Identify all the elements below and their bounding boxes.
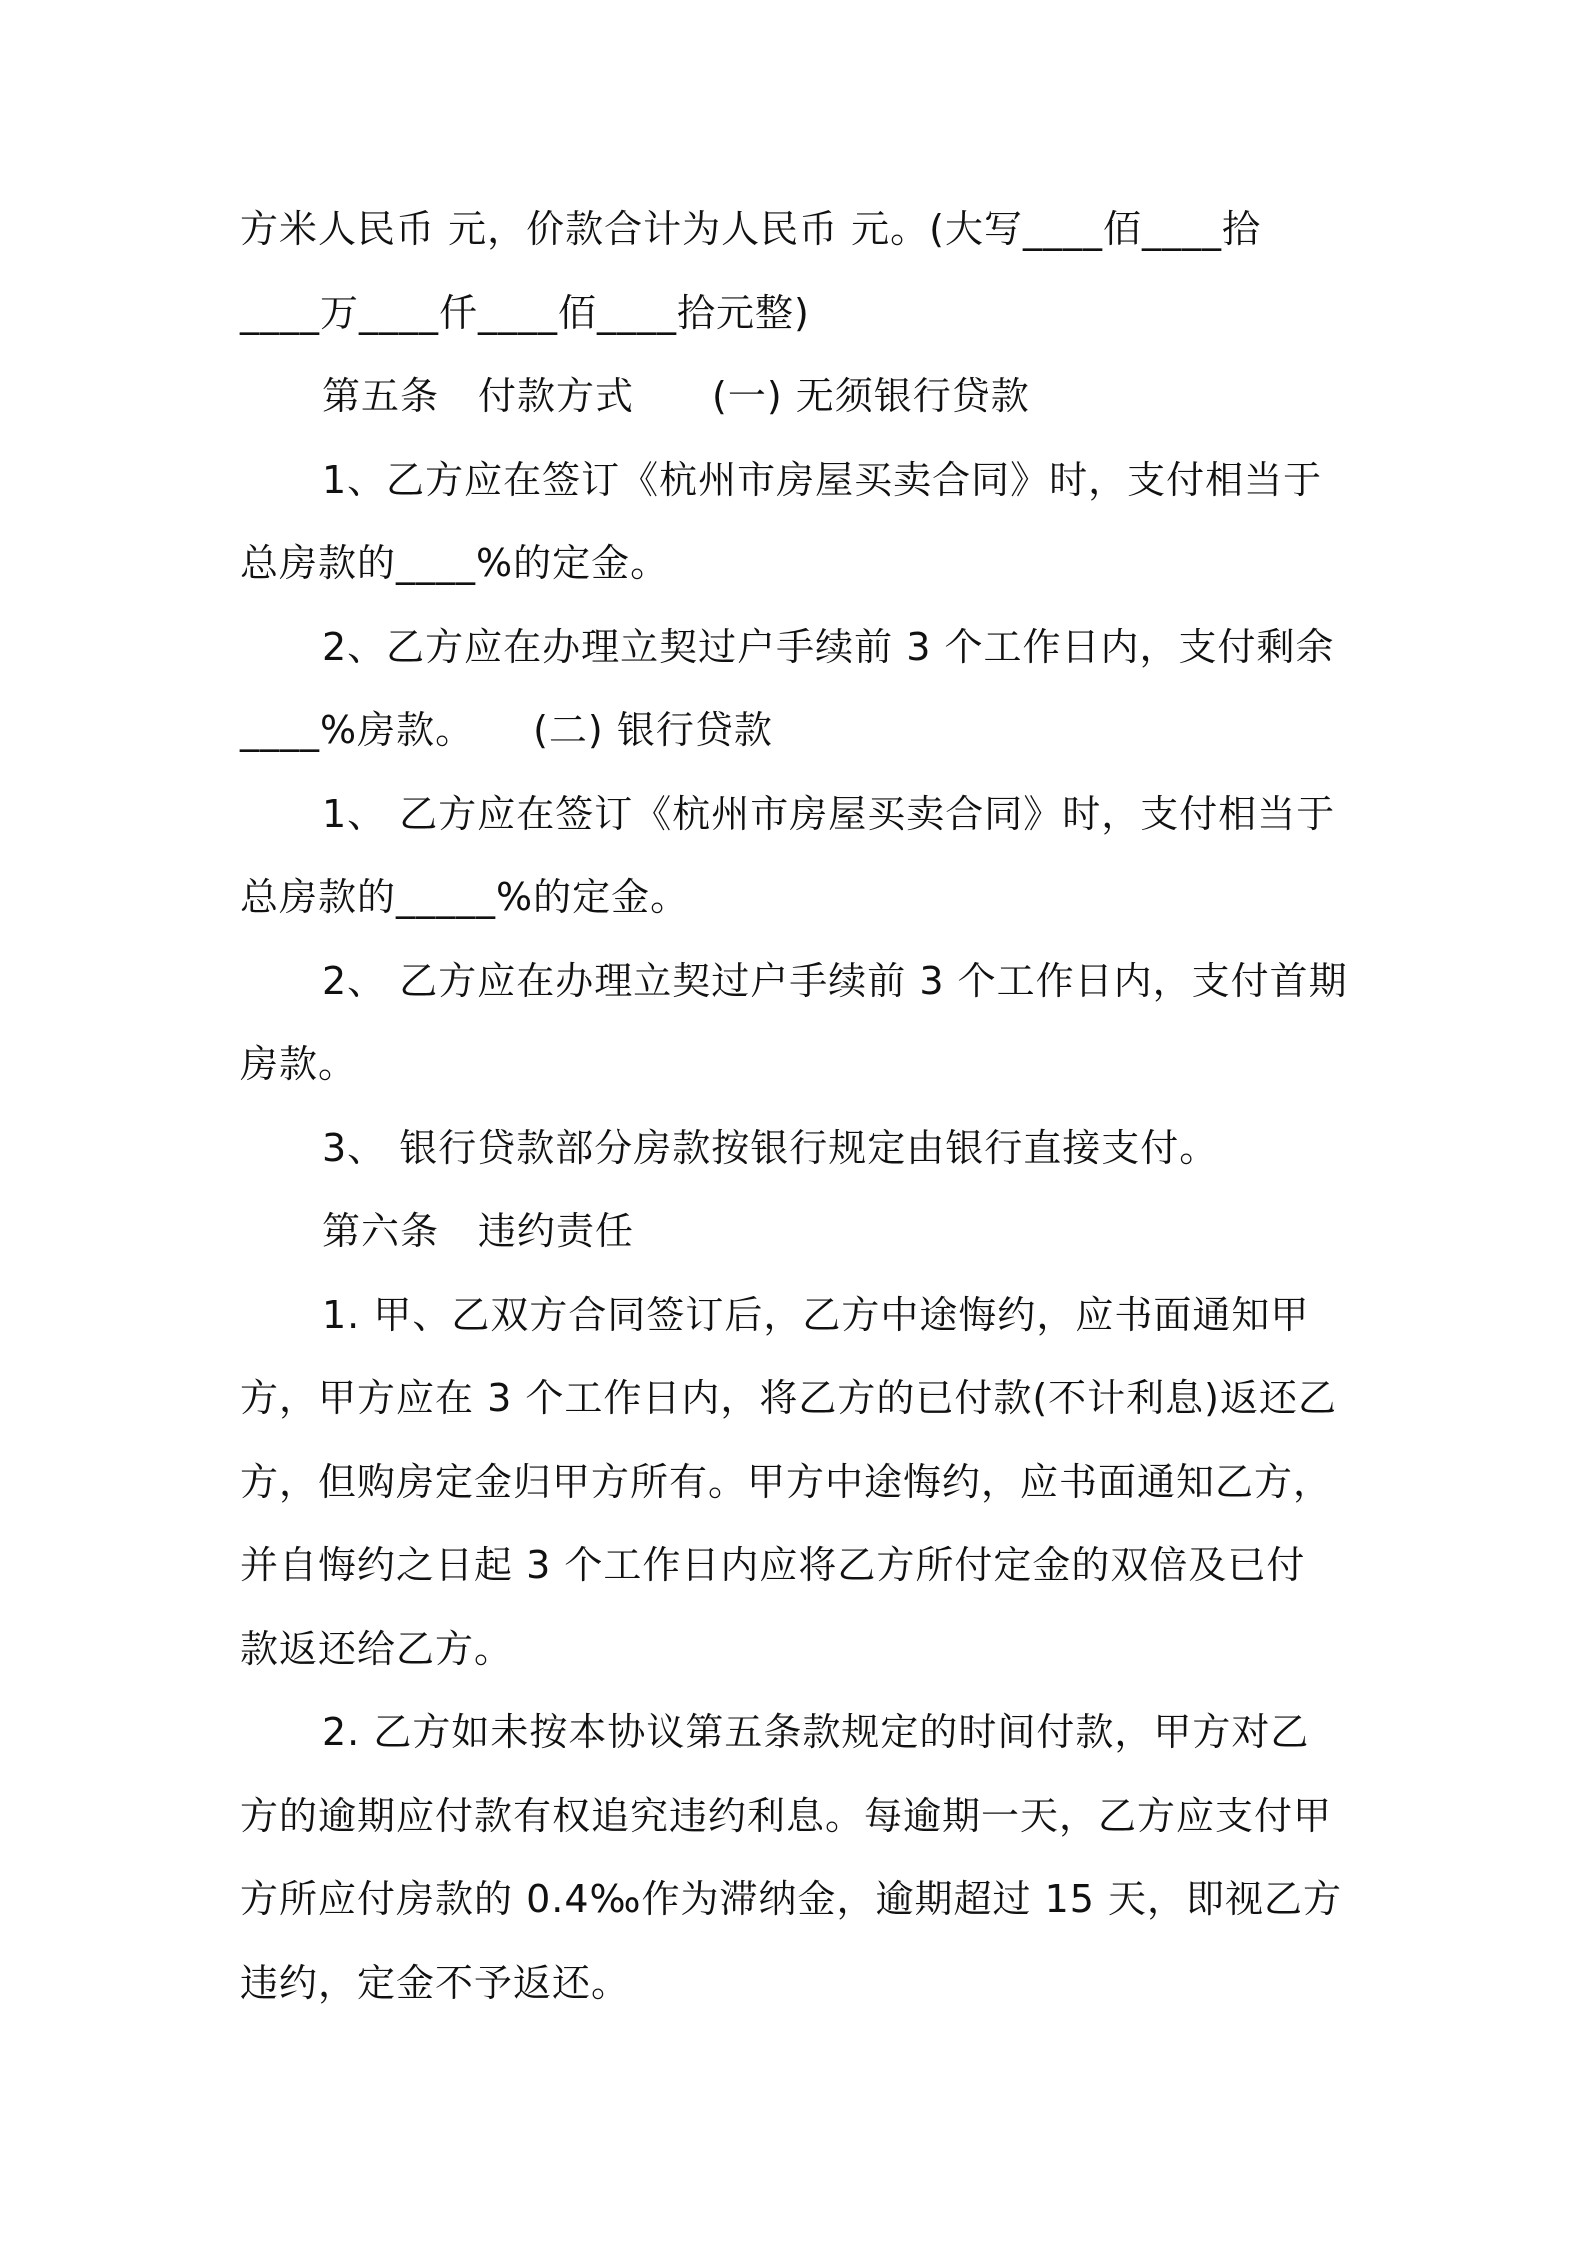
text-line: 方，甲方应在 3 个工作日内，将乙方的已付款(不计利息)返还乙 [240,1376,1337,1420]
text-line: 方，但购房定金归甲方所有。甲方中途悔约，应书面通知乙方， [240,1460,1333,1504]
text-line: 房款。 [240,1042,358,1086]
text-line: 1. 甲、乙双方合同签订后，乙方中途悔约，应书面通知甲 [322,1293,1310,1337]
text-line: 方所应付房款的 0.4‰作为滞纳金，逾期超过 15 天，即视乙方 [240,1877,1343,1921]
text-line: 总房款的_____%的定金。 [240,875,690,919]
text-line: 3、 银行贷款部分房款按银行规定由银行直接支付。 [322,1126,1219,1170]
text-line: ____%房款。 (二) 银行贷款 [240,708,773,752]
text-line: 1、乙方应在签订《杭州市房屋买卖合同》时，支付相当于 [322,458,1323,502]
text-line: 违约，定金不予返还。 [240,1961,631,2005]
text-line: 2. 乙方如未按本协议第五条款规定的时间付款，甲方对乙 [322,1710,1310,1754]
text-line: 2、乙方应在办理立契过户手续前 3 个工作日内，支付剩余 [322,625,1335,669]
text-line: 总房款的____%的定金。 [240,541,670,585]
section-heading: 第五条 付款方式 (一) 无须银行贷款 [322,374,1030,418]
text-line: 并自悔约之日起 3 个工作日内应将乙方所付定金的双倍及已付 [240,1543,1306,1587]
text-line: 方的逾期应付款有权追究违约利息。每逾期一天，乙方应支付甲 [240,1794,1333,1838]
text-line: ____万____仟____佰____拾元整) [240,291,810,335]
section-heading: 第六条 违约责任 [322,1209,635,1253]
text-line: 款返还给乙方。 [240,1627,514,1671]
text-line: 方米人民币 元，价款合计为人民币 元。(大写____佰____拾 [240,207,1261,251]
text-line: 1、 乙方应在签订《杭州市房屋买卖合同》时，支付相当于 [322,792,1336,836]
text-line: 2、 乙方应在办理立契过户手续前 3 个工作日内，支付首期 [322,959,1348,1003]
